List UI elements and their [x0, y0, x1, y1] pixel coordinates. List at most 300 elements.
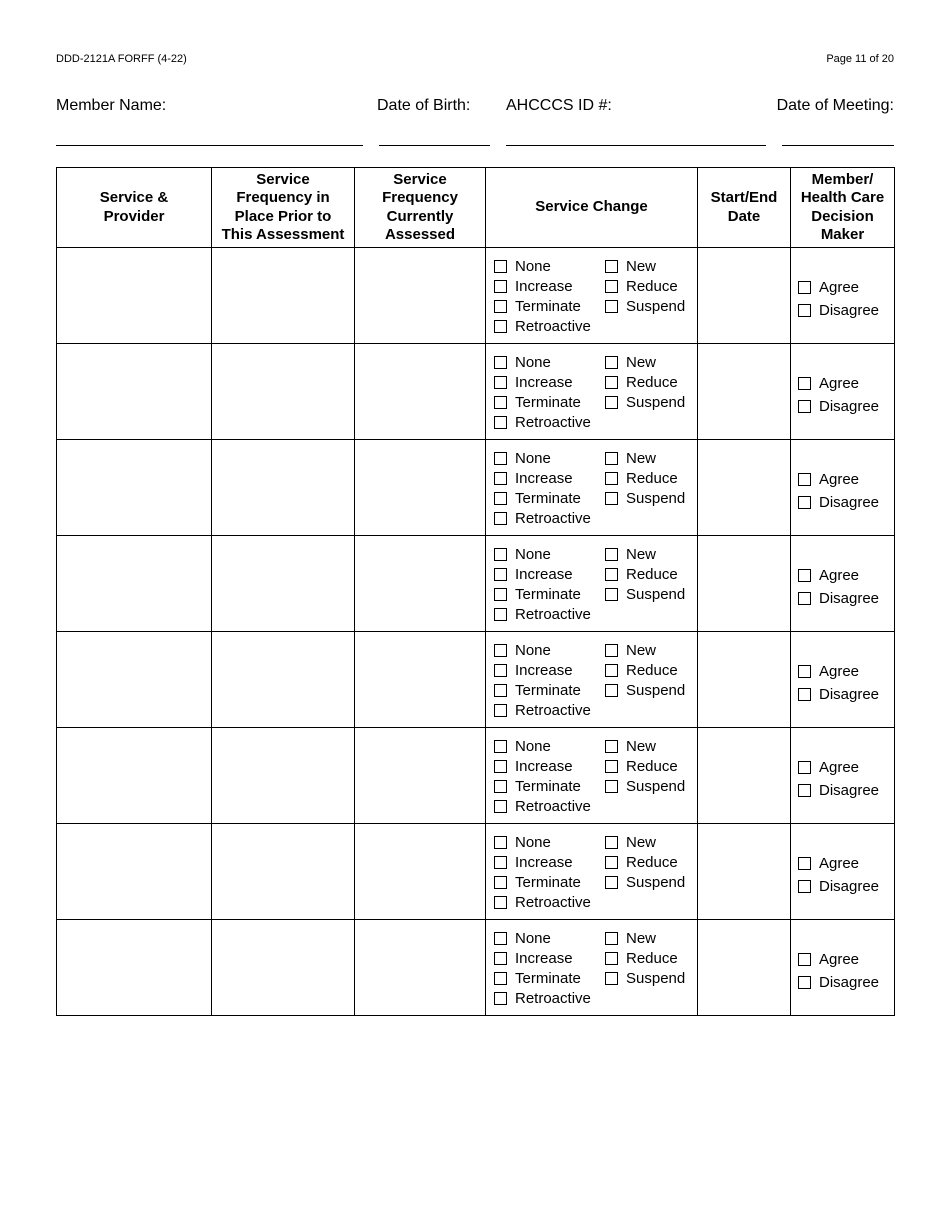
decision-cell	[791, 248, 895, 344]
date-of-meeting-field[interactable]	[782, 145, 894, 146]
checkbox-option[interactable]	[494, 449, 605, 467]
checkbox-icon[interactable]	[494, 896, 507, 909]
checkbox-icon[interactable]	[605, 376, 618, 389]
checkbox-label: Agree	[819, 566, 860, 584]
column-header-line: Health Care	[800, 189, 885, 206]
decision-options	[791, 536, 894, 609]
checkbox-icon[interactable]	[494, 548, 507, 561]
checkbox-label: New	[626, 257, 657, 275]
decision-options	[791, 824, 894, 897]
checkbox-option[interactable]	[494, 509, 605, 527]
service-change-options	[486, 920, 697, 1007]
checkbox-label: Retroactive	[515, 989, 591, 1007]
checkbox-icon[interactable]	[605, 876, 618, 889]
checkbox-option[interactable]	[494, 797, 605, 815]
start-end-date-cell[interactable]	[698, 248, 791, 344]
decision-cell	[791, 824, 895, 920]
checkbox-icon[interactable]	[494, 472, 507, 485]
service-provider-cell[interactable]	[57, 536, 212, 632]
checkbox-label: New	[626, 641, 657, 659]
checkbox-option[interactable]	[798, 660, 894, 682]
checkbox-option[interactable]	[798, 395, 894, 417]
checkbox-icon[interactable]	[605, 644, 618, 657]
checkbox-label: New	[626, 449, 657, 467]
checkbox-icon[interactable]	[494, 492, 507, 505]
checkbox-option[interactable]	[605, 969, 705, 987]
date-of-birth-field[interactable]	[379, 145, 490, 146]
checkbox-label: Agree	[819, 854, 860, 872]
checkbox-icon[interactable]	[798, 857, 811, 870]
checkbox-icon[interactable]	[494, 992, 507, 1005]
checkbox-icon[interactable]	[605, 972, 618, 985]
frequency-prior-cell[interactable]	[212, 728, 355, 824]
frequency-prior-cell[interactable]	[212, 440, 355, 536]
checkbox-label: Retroactive	[515, 797, 591, 815]
checkbox-option[interactable]	[605, 565, 705, 583]
checkbox-label: Increase	[515, 853, 573, 871]
checkbox-option[interactable]	[798, 779, 894, 801]
checkbox-option[interactable]	[494, 833, 605, 851]
checkbox-label: Increase	[515, 277, 573, 295]
decision-options	[791, 728, 894, 801]
checkbox-option[interactable]	[494, 257, 605, 275]
checkbox-label: Increase	[515, 757, 573, 775]
checkbox-option[interactable]	[798, 299, 894, 321]
checkbox-icon[interactable]	[494, 376, 507, 389]
checkbox-option[interactable]	[494, 489, 605, 507]
checkbox-icon[interactable]	[494, 952, 507, 965]
checkbox-icon[interactable]	[798, 592, 811, 605]
frequency-assessed-cell[interactable]	[355, 248, 486, 344]
column-header-line: Date	[727, 207, 761, 225]
checkbox-option[interactable]	[605, 929, 705, 947]
start-end-date-cell[interactable]	[698, 344, 791, 440]
checkbox-icon[interactable]	[494, 300, 507, 313]
service-change-cell	[486, 824, 698, 920]
checkbox-icon[interactable]	[494, 356, 507, 369]
checkbox-icon[interactable]	[798, 496, 811, 509]
frequency-prior-cell[interactable]	[212, 824, 355, 920]
ahcccs-id-field[interactable]	[506, 145, 766, 146]
checkbox-option[interactable]	[494, 585, 605, 603]
checkbox-icon[interactable]	[605, 588, 618, 601]
checkbox-option[interactable]	[494, 969, 605, 987]
checkbox-option[interactable]	[605, 353, 705, 371]
decision-options	[791, 344, 894, 417]
checkbox-option[interactable]	[494, 929, 605, 947]
checkbox-option[interactable]	[605, 777, 705, 795]
frequency-assessed-cell[interactable]	[355, 824, 486, 920]
checkbox-label: Retroactive	[515, 893, 591, 911]
checkbox-label: Disagree	[819, 685, 880, 703]
column-header-line: Decision	[811, 207, 874, 225]
decision-options	[791, 440, 894, 513]
checkbox-option[interactable]	[798, 564, 894, 586]
checkbox-icon[interactable]	[494, 320, 507, 333]
frequency-assessed-cell[interactable]	[355, 344, 486, 440]
decision-cell	[791, 728, 895, 824]
checkbox-option[interactable]	[798, 875, 894, 897]
service-change-cell	[486, 344, 698, 440]
services-table	[56, 167, 895, 1016]
checkbox-icon[interactable]	[605, 300, 618, 313]
checkbox-icon[interactable]	[605, 760, 618, 773]
checkbox-option[interactable]	[605, 469, 705, 487]
checkbox-option[interactable]	[798, 683, 894, 705]
checkbox-option[interactable]	[605, 393, 705, 411]
checkbox-option[interactable]	[494, 737, 605, 755]
checkbox-label: Suspend	[626, 297, 686, 315]
checkbox-icon[interactable]	[494, 452, 507, 465]
col-service-change	[486, 168, 698, 248]
checkbox-option[interactable]	[605, 737, 705, 755]
checkbox-icon[interactable]	[494, 932, 507, 945]
checkbox-icon[interactable]	[798, 665, 811, 678]
frequency-prior-cell[interactable]	[212, 248, 355, 344]
checkbox-icon[interactable]	[494, 588, 507, 601]
checkbox-icon[interactable]	[494, 260, 507, 273]
checkbox-icon[interactable]	[605, 260, 618, 273]
decision-options	[791, 920, 894, 993]
checkbox-label: Reduce	[626, 757, 678, 775]
checkbox-icon[interactable]	[605, 684, 618, 697]
checkbox-label: New	[626, 545, 657, 563]
table-row	[57, 824, 895, 920]
frequency-assessed-cell[interactable]	[355, 920, 486, 1016]
checkbox-label: New	[626, 737, 657, 755]
checkbox-label: None	[515, 641, 551, 659]
column-header-line: Service &	[99, 189, 169, 206]
checkbox-label: Reduce	[626, 565, 678, 583]
checkbox-icon[interactable]	[494, 760, 507, 773]
checkbox-label: None	[515, 833, 551, 851]
member-name-field[interactable]	[56, 145, 363, 146]
checkbox-option[interactable]	[605, 681, 705, 699]
checkbox-option[interactable]	[494, 373, 605, 391]
service-provider-cell[interactable]	[57, 632, 212, 728]
start-end-date-cell[interactable]	[698, 536, 791, 632]
checkbox-label: Terminate	[515, 969, 581, 987]
checkbox-label: Suspend	[626, 777, 686, 795]
checkbox-option[interactable]	[494, 661, 605, 679]
checkbox-label: Disagree	[819, 397, 880, 415]
checkbox-label: Increase	[515, 469, 573, 487]
checkbox-option[interactable]	[494, 413, 605, 431]
checkbox-option[interactable]	[605, 757, 705, 775]
checkbox-label: Reduce	[626, 853, 678, 871]
frequency-assessed-cell[interactable]	[355, 632, 486, 728]
checkbox-label: Terminate	[515, 681, 581, 699]
service-change-options	[486, 440, 697, 527]
checkbox-icon[interactable]	[605, 356, 618, 369]
decision-cell	[791, 344, 895, 440]
checkbox-option[interactable]	[605, 949, 705, 967]
checkbox-icon[interactable]	[494, 684, 507, 697]
checkbox-option[interactable]	[494, 681, 605, 699]
service-change-cell	[486, 632, 698, 728]
checkbox-icon[interactable]	[605, 548, 618, 561]
checkbox-option[interactable]	[605, 853, 705, 871]
checkbox-label: Agree	[819, 470, 860, 488]
decision-options	[791, 632, 894, 705]
checkbox-label: Terminate	[515, 777, 581, 795]
checkbox-label: Disagree	[819, 877, 880, 895]
checkbox-option[interactable]	[494, 545, 605, 563]
checkbox-label: Retroactive	[515, 317, 591, 335]
column-header-line: Place Prior to	[234, 207, 332, 225]
checkbox-option[interactable]	[798, 971, 894, 993]
checkbox-option[interactable]	[494, 353, 605, 371]
checkbox-icon[interactable]	[798, 688, 811, 701]
checkbox-option[interactable]	[798, 372, 894, 394]
checkbox-label: Reduce	[626, 277, 678, 295]
service-provider-cell[interactable]	[57, 440, 212, 536]
checkbox-icon[interactable]	[605, 740, 618, 753]
checkbox-option[interactable]	[494, 701, 605, 719]
checkbox-label: Terminate	[515, 489, 581, 507]
checkbox-label: Disagree	[819, 589, 880, 607]
checkbox-label: Reduce	[626, 373, 678, 391]
checkbox-option[interactable]	[798, 491, 894, 513]
checkbox-label: Agree	[819, 950, 860, 968]
checkbox-option[interactable]	[605, 277, 705, 295]
checkbox-icon[interactable]	[494, 280, 507, 293]
checkbox-label: Disagree	[819, 493, 880, 511]
checkbox-option[interactable]	[494, 297, 605, 315]
checkbox-option[interactable]	[494, 757, 605, 775]
table-row	[57, 728, 895, 824]
service-change-options	[486, 728, 697, 815]
checkbox-option[interactable]	[494, 853, 605, 871]
checkbox-icon[interactable]	[605, 836, 618, 849]
start-end-date-cell[interactable]	[698, 920, 791, 1016]
checkbox-icon[interactable]	[798, 784, 811, 797]
checkbox-label: Suspend	[626, 873, 686, 891]
checkbox-icon[interactable]	[494, 740, 507, 753]
checkbox-option[interactable]	[605, 641, 705, 659]
checkbox-label: New	[626, 929, 657, 947]
checkbox-option[interactable]	[798, 468, 894, 490]
checkbox-label: Suspend	[626, 393, 686, 411]
start-end-date-cell[interactable]	[698, 440, 791, 536]
checkbox-label: Increase	[515, 661, 573, 679]
checkbox-option[interactable]	[605, 661, 705, 679]
service-change-cell	[486, 440, 698, 536]
checkbox-icon[interactable]	[798, 953, 811, 966]
checkbox-label: Reduce	[626, 469, 678, 487]
service-provider-cell[interactable]	[57, 248, 212, 344]
frequency-prior-cell[interactable]	[212, 344, 355, 440]
decision-cell	[791, 632, 895, 728]
checkbox-icon[interactable]	[798, 400, 811, 413]
checkbox-icon[interactable]	[605, 568, 618, 581]
checkbox-label: Retroactive	[515, 413, 591, 431]
column-header-line: Provider	[103, 207, 165, 225]
checkbox-option[interactable]	[605, 373, 705, 391]
checkbox-label: New	[626, 353, 657, 371]
column-header-line: Currently	[386, 207, 454, 225]
checkbox-option[interactable]	[494, 949, 605, 967]
frequency-assessed-cell[interactable]	[355, 440, 486, 536]
table-row	[57, 920, 895, 1016]
col-service-provider	[57, 168, 212, 248]
checkbox-option[interactable]	[605, 449, 705, 467]
service-change-options	[486, 248, 697, 335]
checkbox-icon[interactable]	[494, 416, 507, 429]
checkbox-icon[interactable]	[605, 856, 618, 869]
ahcccs-id-label: AHCCCS ID #:	[506, 97, 612, 114]
checkbox-label: Increase	[515, 373, 573, 391]
checkbox-label: Suspend	[626, 969, 686, 987]
start-end-date-cell[interactable]	[698, 632, 791, 728]
checkbox-label: Reduce	[626, 661, 678, 679]
checkbox-icon[interactable]	[494, 704, 507, 717]
checkbox-label: Agree	[819, 374, 860, 392]
checkbox-icon[interactable]	[494, 396, 507, 409]
checkbox-label: Increase	[515, 565, 573, 583]
service-change-options	[486, 536, 697, 623]
service-change-options	[486, 824, 697, 911]
checkbox-option[interactable]	[494, 641, 605, 659]
checkbox-option[interactable]	[605, 873, 705, 891]
checkbox-label: Suspend	[626, 681, 686, 699]
checkbox-option[interactable]	[494, 317, 605, 335]
checkbox-icon[interactable]	[494, 644, 507, 657]
frequency-prior-cell[interactable]	[212, 632, 355, 728]
checkbox-label: Retroactive	[515, 605, 591, 623]
checkbox-option[interactable]	[494, 605, 605, 623]
checkbox-label: Terminate	[515, 873, 581, 891]
checkbox-option[interactable]	[798, 756, 894, 778]
checkbox-option[interactable]	[494, 469, 605, 487]
checkbox-icon[interactable]	[798, 569, 811, 582]
checkbox-option[interactable]	[605, 585, 705, 603]
checkbox-label: Suspend	[626, 489, 686, 507]
checkbox-icon[interactable]	[605, 492, 618, 505]
checkbox-option[interactable]	[798, 587, 894, 609]
checkbox-icon[interactable]	[494, 608, 507, 621]
checkbox-icon[interactable]	[494, 836, 507, 849]
checkbox-label: Agree	[819, 278, 860, 296]
checkbox-icon[interactable]	[494, 780, 507, 793]
service-change-cell	[486, 248, 698, 344]
column-header-line: Service	[256, 170, 310, 188]
checkbox-icon[interactable]	[494, 856, 507, 869]
checkbox-option[interactable]	[798, 276, 894, 298]
checkbox-icon[interactable]	[494, 876, 507, 889]
table-header-row	[57, 168, 895, 248]
checkbox-icon[interactable]	[605, 452, 618, 465]
checkbox-option[interactable]	[798, 948, 894, 970]
decision-options	[791, 248, 894, 321]
checkbox-icon[interactable]	[798, 304, 811, 317]
col-decision-maker	[791, 168, 895, 248]
checkbox-option[interactable]	[798, 852, 894, 874]
page-number: Page 11 of 20	[826, 53, 894, 65]
column-header-line: Start/End	[710, 189, 778, 206]
checkbox-icon[interactable]	[798, 377, 811, 390]
col-frequency-prior	[212, 168, 355, 248]
frequency-prior-cell[interactable]	[212, 920, 355, 1016]
checkbox-option[interactable]	[494, 873, 605, 891]
frequency-prior-cell[interactable]	[212, 536, 355, 632]
col-start-end-date	[698, 168, 791, 248]
service-change-options	[486, 632, 697, 719]
checkbox-option[interactable]	[494, 893, 605, 911]
service-provider-cell[interactable]	[57, 344, 212, 440]
checkbox-icon[interactable]	[798, 880, 811, 893]
checkbox-option[interactable]	[494, 277, 605, 295]
checkbox-label: Suspend	[626, 585, 686, 603]
checkbox-option[interactable]	[494, 989, 605, 1007]
start-end-date-cell[interactable]	[698, 728, 791, 824]
checkbox-icon[interactable]	[605, 932, 618, 945]
checkbox-icon[interactable]	[494, 664, 507, 677]
checkbox-label: Agree	[819, 662, 860, 680]
col-frequency-assessed	[355, 168, 486, 248]
checkbox-label: None	[515, 257, 551, 275]
service-provider-cell[interactable]	[57, 920, 212, 1016]
checkbox-option[interactable]	[605, 545, 705, 563]
column-header-line: Service Change	[535, 198, 648, 216]
member-name-label: Member Name:	[56, 97, 167, 114]
checkbox-label: Reduce	[626, 949, 678, 967]
checkbox-option[interactable]	[605, 833, 705, 851]
checkbox-icon[interactable]	[798, 473, 811, 486]
start-end-date-cell[interactable]	[698, 824, 791, 920]
service-provider-cell[interactable]	[57, 728, 212, 824]
checkbox-label: None	[515, 929, 551, 947]
checkbox-icon[interactable]	[605, 952, 618, 965]
checkbox-label: Retroactive	[515, 701, 591, 719]
checkbox-option[interactable]	[494, 777, 605, 795]
checkbox-icon[interactable]	[798, 281, 811, 294]
checkbox-option[interactable]	[605, 297, 705, 315]
checkbox-option[interactable]	[605, 489, 705, 507]
checkbox-icon[interactable]	[605, 396, 618, 409]
checkbox-icon[interactable]	[798, 761, 811, 774]
frequency-assessed-cell[interactable]	[355, 536, 486, 632]
service-provider-cell[interactable]	[57, 824, 212, 920]
checkbox-icon[interactable]	[605, 472, 618, 485]
decision-cell	[791, 920, 895, 1016]
checkbox-label: None	[515, 545, 551, 563]
checkbox-icon[interactable]	[494, 568, 507, 581]
checkbox-label: Disagree	[819, 973, 880, 991]
checkbox-icon[interactable]	[798, 976, 811, 989]
form-id: DDD-2121A FORFF (4-22)	[56, 53, 187, 65]
service-change-cell	[486, 920, 698, 1016]
column-header-line: Member/	[811, 170, 874, 188]
table-row	[57, 440, 895, 536]
table-row	[57, 536, 895, 632]
column-header-line: This Assessment	[221, 226, 345, 243]
column-header-line: Service	[393, 170, 447, 188]
checkbox-icon[interactable]	[605, 280, 618, 293]
checkbox-label: New	[626, 833, 657, 851]
checkbox-icon[interactable]	[605, 780, 618, 793]
checkbox-icon[interactable]	[494, 972, 507, 985]
checkbox-icon[interactable]	[605, 664, 618, 677]
checkbox-option[interactable]	[494, 565, 605, 583]
checkbox-option[interactable]	[494, 393, 605, 411]
checkbox-icon[interactable]	[494, 512, 507, 525]
frequency-assessed-cell[interactable]	[355, 728, 486, 824]
checkbox-icon[interactable]	[494, 800, 507, 813]
date-of-meeting-label: Date of Meeting:	[776, 97, 894, 114]
checkbox-label: Terminate	[515, 585, 581, 603]
checkbox-option[interactable]	[605, 257, 705, 275]
